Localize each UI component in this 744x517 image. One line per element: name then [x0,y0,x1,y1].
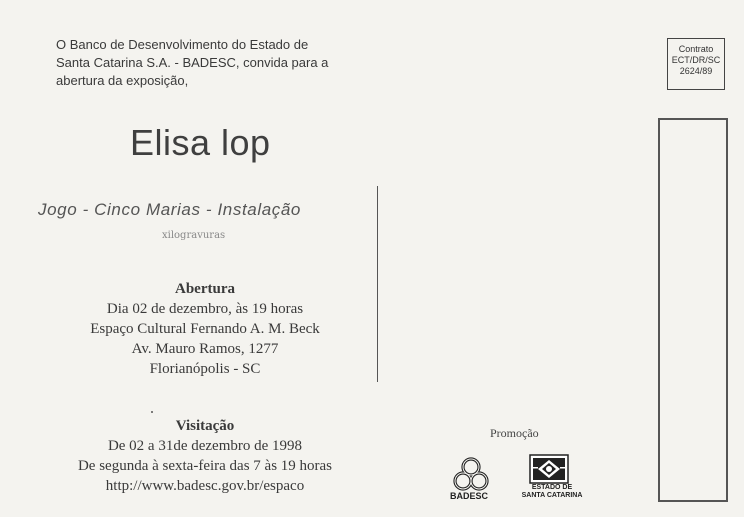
visiting-period: De 02 a 31de dezembro de 1998 [107,438,303,454]
state-logo-line-2: SANTA CATARINA [521,492,583,499]
contract-line-2: ECT/DR/SC [671,55,721,65]
contract-line-3: 2624/89 [679,66,713,76]
exhibition-technique: xilogravuras [162,230,226,241]
address-box [658,118,728,502]
opening-date: Dia 02 de dezembro, às 19 horas [106,301,304,317]
badesc-logo-icon [451,455,491,495]
visiting-info [20,416,390,496]
opening-address: Av. Mauro Ramos, 1277 [131,341,279,357]
decorative-dot [151,411,153,413]
artist-name: Elisa lop [130,122,271,163]
invitation-text [56,36,356,90]
vertical-divider [377,186,378,382]
visiting-heading: Visitação [175,418,235,434]
visiting-hours: De segunda à sexta-feira das 7 às 19 horas [77,458,333,474]
postal-contract-box [667,38,725,90]
santa-catarina-emblem-icon [529,454,569,484]
visiting-url[interactable]: http://www.badesc.gov.br/espaco [105,478,305,494]
contract-line-1: Contrato [678,44,714,54]
invitation-line-2: Santa Catarina S.A. - BADESC, convida para a [56,55,329,70]
invitation-line-3: abertura da exposição, [56,73,189,88]
opening-info [20,279,390,379]
promotion-label: Promoção [490,426,539,440]
state-logo-line-1: ESTADO DE [531,484,573,491]
state-logo-text [516,484,588,500]
exhibition-title: Jogo - Cinco Marias - Instalação [38,200,301,219]
opening-city: Florianópolis - SC [149,361,261,377]
opening-venue: Espaço Cultural Fernando A. M. Beck [90,321,320,337]
invitation-line-1: O Banco de Desenvolvimento do Estado de [56,37,309,52]
opening-heading: Abertura [175,281,235,297]
badesc-logo-text: BADESC [450,491,489,501]
